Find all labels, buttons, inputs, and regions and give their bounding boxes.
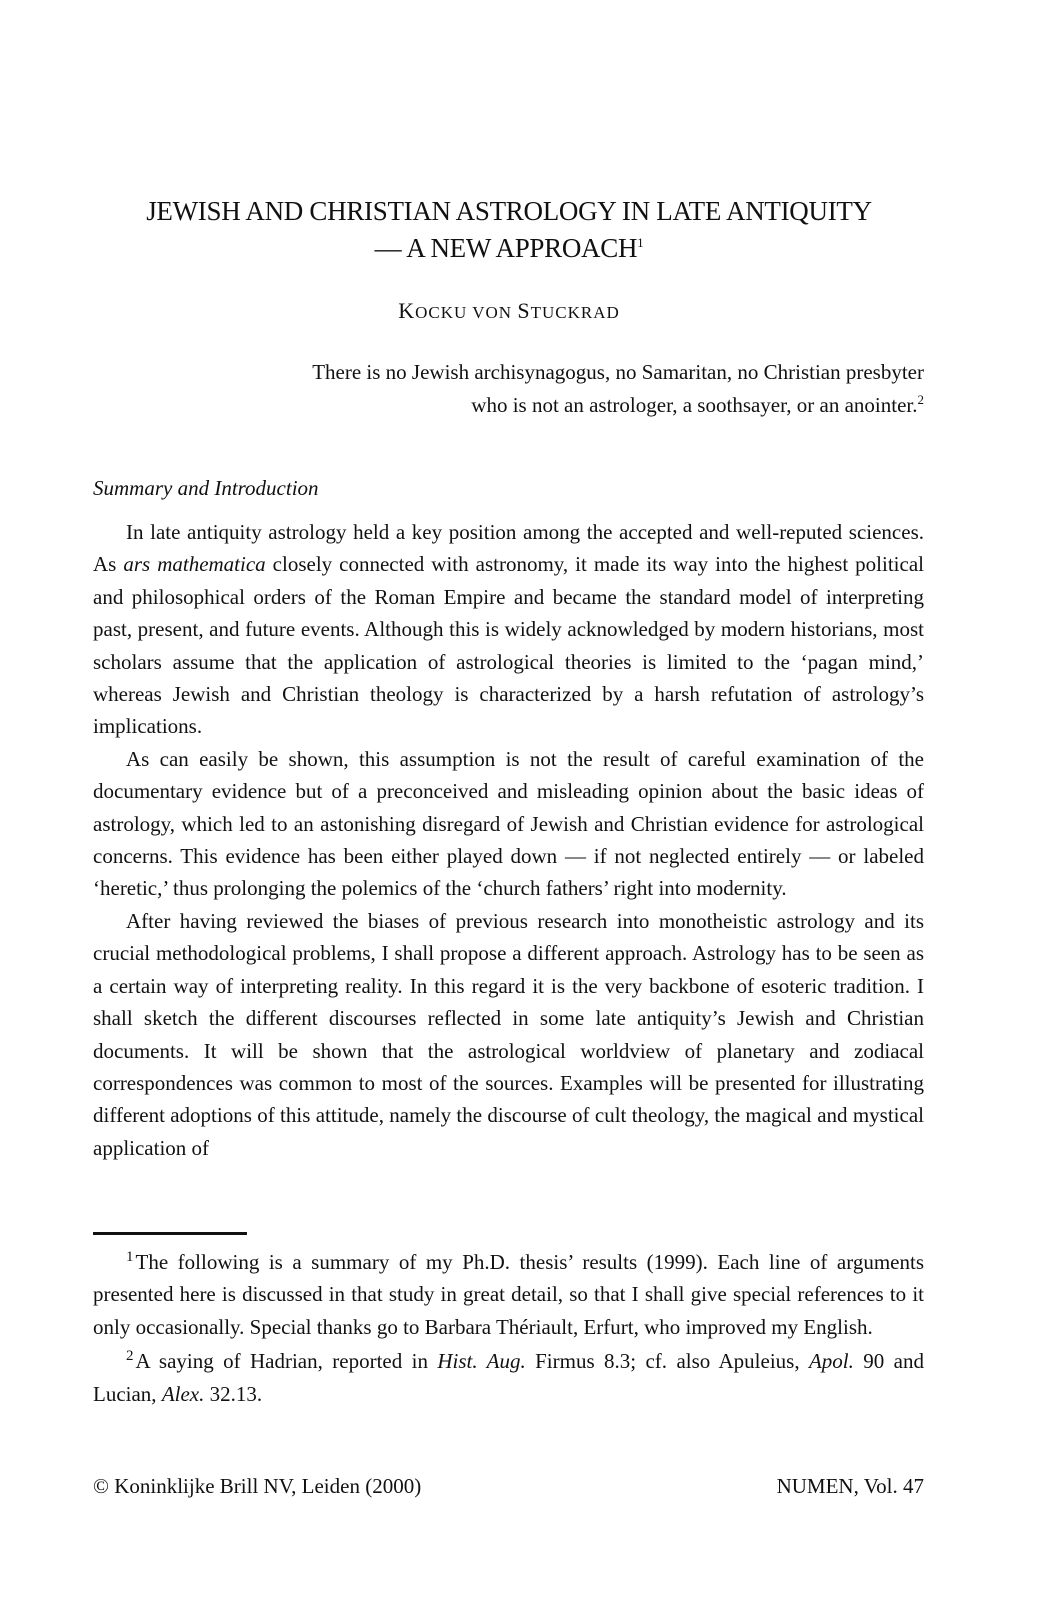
footnote-2-text-a: A saying of Hadrian, reported in xyxy=(135,1349,438,1374)
author-last-rest: TUCKRAD xyxy=(530,303,620,322)
copyright-footer: © Koninklijke Brill NV, Leiden (2000) xyxy=(93,1474,422,1498)
author-name xyxy=(0,298,1018,324)
footnote-separator xyxy=(93,1232,247,1235)
epigraph xyxy=(184,356,924,422)
paragraph-2: As can easily be shown, this assumption is not the result of careful examination of the documentary evidence but of a preconceived and misleading opinion about the basic ideas of astrology, which led to an astonishing disregard of Jewish and Christian evidence for astrological concerns. This evidence has been either played down — if not neglected entirely — or labeled ‘heretic,’ thus prolonging the polemics of the ‘church fathers’ right into modernity. xyxy=(93,746,924,901)
body-text xyxy=(93,516,924,1164)
footnote-2-italic-b: Apol. xyxy=(808,1349,854,1374)
footnotes xyxy=(93,1246,924,1412)
title-line-2 xyxy=(0,230,1018,267)
paragraph-1-text-a: In late antiquity astrology held a key position among the accepted and well-reputed sciences. As xyxy=(93,520,924,577)
paragraph-3: After having reviewed the biases of previous research into monotheistic astrology and its crucial methodological problems, I shall propose a different approach. Astrology has to be seen as a certain way of interpreting reality. In this regard it is the very backbone of esoteric tradition. I shall sketch the different discourses reflected in some late antiquity’s Jewish and Christian documents. It will be shown that the astrological worldview of planetary and zodiacal correspondences was common to most of the sources. Examples will be presented for illustrating different adoptions of this attitude, namely the discourse of cult theology, the magical and mystical application of xyxy=(93,908,924,1160)
article-title xyxy=(0,193,1018,267)
footnote-2-text-b: Firmus 8.3; cf. also Apuleius, xyxy=(525,1349,809,1374)
footnote-2-mark: 2 xyxy=(126,1348,134,1365)
title-line-2-text: — A NEW APPROACH xyxy=(374,233,638,263)
paragraph-1-text-b: closely connected with astronomy, it made its way into the highest political and philosophical orders of the Roman Empire and became the standard model of interpreting past, present, and future events. Although this is widely acknowledged by modern historians, most scholars assume that the application of astrological theories is limited to the ‘pagan mind,’ whereas Jewish and Christian theology is characterized by a harsh refutation of astrology’s implications. xyxy=(93,552,924,739)
epigraph-line-2-text: who is not an astrologer, a soothsayer, or an anointer. xyxy=(471,393,918,417)
journal-footer: NUMEN, Vol. 47 xyxy=(776,1474,924,1498)
epigraph-line-1: There is no Jewish archisynagogus, no Samaritan, no Christian presbyter xyxy=(312,360,924,384)
paragraph-1-italic: ars mathematica xyxy=(123,552,266,577)
footnote-1 xyxy=(93,1246,924,1343)
section-heading: Summary and Introduction xyxy=(93,476,319,500)
footnote-1-text: The following is a summary of my Ph.D. thesis’ results (1999). Each line of arguments presented here is discussed in that study in great detail, so that I shall give special references to it only occasionally. Special thanks go to Barbara Thériault, Erfurt, who improved my English. xyxy=(93,1250,924,1339)
footnote-2 xyxy=(93,1345,924,1410)
epigraph-footnote-mark[interactable]: 2 xyxy=(917,392,924,407)
footnote-1-mark: 1 xyxy=(126,1249,134,1265)
footnote-2-text-c: 90 and Lucian, xyxy=(93,1349,924,1406)
paragraph-1 xyxy=(93,516,924,743)
author-first-rest: OCKU VON xyxy=(415,303,518,322)
epigraph-line-2 xyxy=(184,389,924,422)
footnote-2-italic-a: Hist. Aug. xyxy=(437,1349,526,1374)
title-line-1: JEWISH AND CHRISTIAN ASTROLOGY IN LATE ANTIQUITY xyxy=(146,196,872,226)
author-initial-last: S xyxy=(517,298,531,323)
footnote-2-text-d: 32.13. xyxy=(204,1381,263,1406)
footnote-2-italic-c: Alex. xyxy=(161,1381,205,1406)
title-footnote-mark[interactable]: 1 xyxy=(637,235,644,250)
author-initial-first: K xyxy=(398,298,416,323)
